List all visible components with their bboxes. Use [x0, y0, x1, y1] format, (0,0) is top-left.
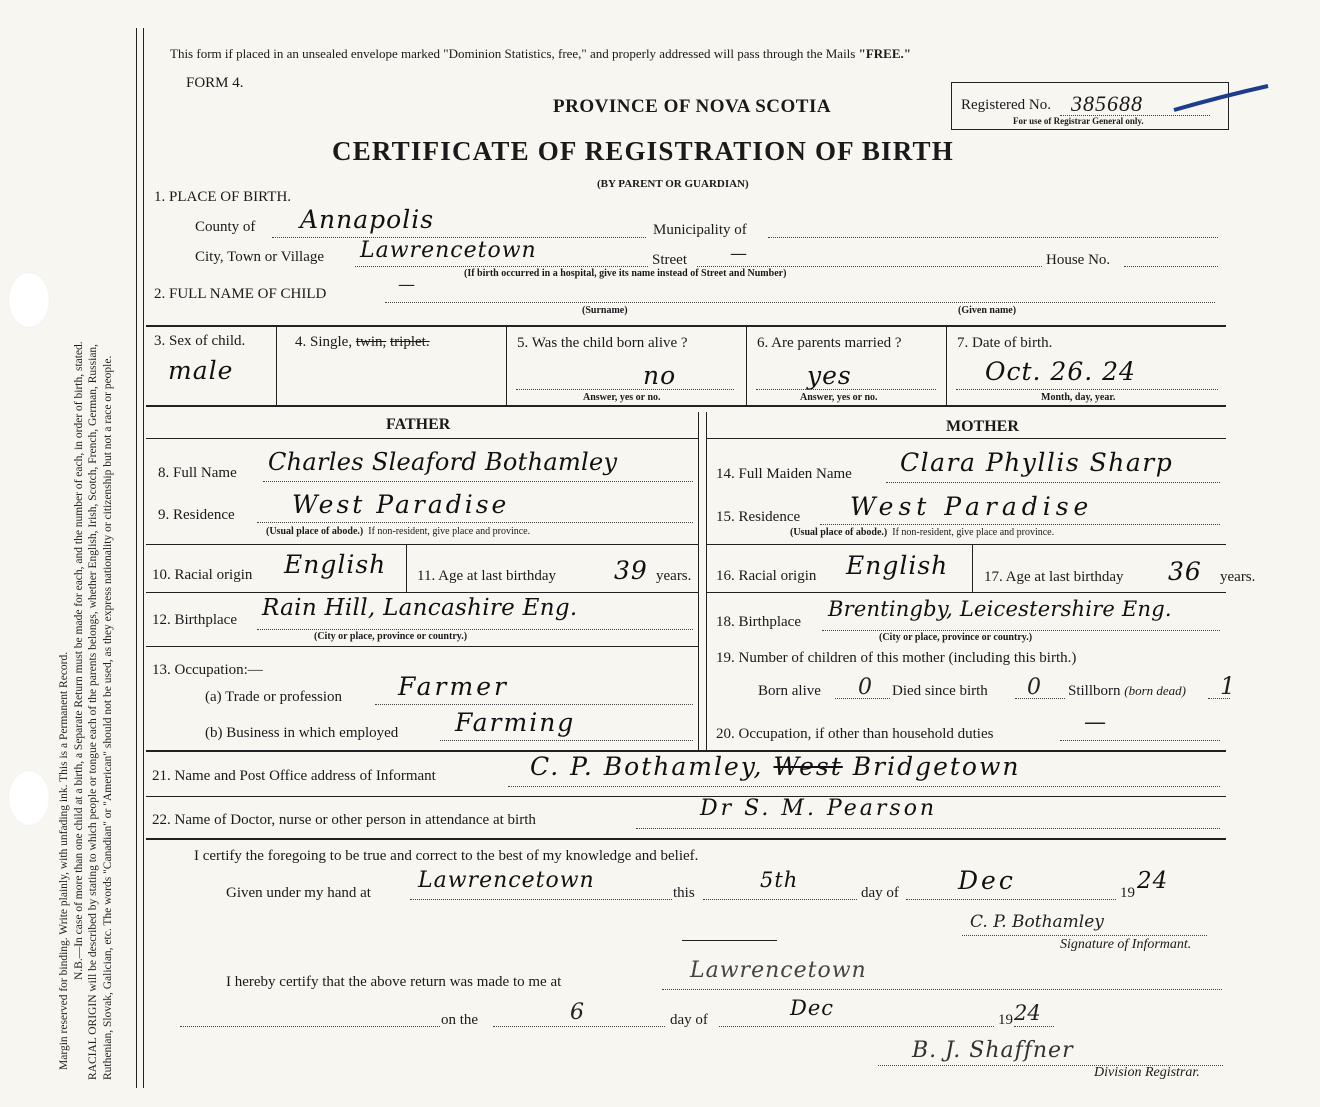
- informant-label: 21. Name and Post Office address of Informant: [152, 768, 436, 784]
- father-trade-label: (a) Trade or profession: [205, 689, 343, 705]
- alive-answer-note: Answer, yes or no.: [583, 392, 661, 403]
- county-value: Annapolis: [300, 205, 435, 234]
- born-alive-label: 5. Was the child born alive ?: [517, 335, 688, 351]
- stillborn-count-value: 1: [1220, 672, 1236, 700]
- informant-signature: C. P. Bothamley: [970, 912, 1104, 932]
- page-title: CERTIFICATE OF REGISTRATION OF BIRTH: [332, 136, 954, 166]
- pen-mark: [1172, 84, 1272, 114]
- informant-value: C. P. Bothamley, West Bridgetown: [530, 752, 1021, 781]
- father-business-value: Farming: [455, 708, 576, 737]
- on-the-label: on the: [441, 1012, 479, 1028]
- row-top-rule: [146, 325, 1226, 327]
- father-birthplace-value: Rain Hill, Lancashire Eng.: [262, 595, 578, 621]
- margin-rule-inner: [143, 28, 144, 1088]
- child-name-label: 2. FULL NAME OF CHILD: [154, 286, 327, 302]
- registrar-day-value: 6: [570, 1000, 584, 1025]
- margin-line-2: N.B.—In case of more than one child at a birth, a Separate Return must be made for each, and the number of each, in order of birth, stated.: [72, 341, 85, 980]
- city-label: City, Town or Village: [195, 249, 325, 265]
- sex-label: 3. Sex of child.: [154, 333, 246, 349]
- cert-year-prefix: 19: [1120, 885, 1135, 901]
- father-age-value: 39: [614, 556, 648, 585]
- born-alive-value: no: [643, 361, 677, 390]
- cert-day-of-label: day of: [861, 885, 899, 901]
- municipality-label: Municipality of: [653, 222, 747, 238]
- margin-rule-outer: [136, 28, 137, 1088]
- dob-note: Month, day, year.: [1041, 392, 1116, 403]
- father-trade-value: Farmer: [398, 672, 509, 701]
- form-number: FORM 4.: [186, 75, 244, 91]
- married-answer-note: Answer, yes or no.: [800, 392, 878, 403]
- margin-line-3: RACIAL ORIGIN will be described by stating to which people or tongue each of the parents belongs, whether English, Irish, Scotch, French, German, Russian,: [87, 343, 99, 1080]
- father-birthplace-note: (City or place, province or country.): [314, 631, 468, 642]
- died-count-label: Died since birth: [892, 683, 988, 699]
- mother-racial-label: 16. Racial origin: [716, 568, 817, 584]
- registrar-signature-label: Division Registrar.: [1094, 1065, 1200, 1080]
- given-under-label: Given under my hand at: [226, 885, 371, 901]
- mother-residence-value: West Paradise: [850, 492, 1094, 521]
- father-racial-value: English: [284, 550, 387, 579]
- cert-month-value: Dec: [958, 866, 1016, 895]
- cert-day-value: 5th: [760, 868, 799, 892]
- surname-note: (Surname): [582, 305, 628, 316]
- registered-label: Registered No.: [961, 97, 1051, 113]
- page-subtitle: (BY PARENT OR GUARDIAN): [597, 178, 749, 190]
- registered-number: 385688: [1071, 91, 1143, 116]
- margin-line-1: Margin reserved for binding. Write plainly, with unfading ink. This is a Permanent Record.: [58, 651, 70, 1070]
- child-name-value: —: [398, 275, 415, 295]
- mother-racial-value: English: [846, 551, 949, 580]
- given-name-note: (Given name): [958, 305, 1017, 316]
- married-value: yes: [807, 361, 852, 390]
- father-residence-value: West Paradise: [292, 490, 510, 519]
- died-count-value: 0: [1027, 675, 1041, 700]
- father-heading: FATHER: [386, 416, 451, 433]
- certification-statement: I certify the foregoing to be true and correct to the best of my knowledge and belief.: [194, 848, 699, 864]
- parents-divider-b: [706, 412, 707, 750]
- place-of-birth-heading: 1. PLACE OF BIRTH.: [154, 189, 292, 205]
- parents-divider-a: [698, 412, 699, 750]
- given-at-value: Lawrencetown: [418, 868, 595, 893]
- house-label: House No.: [1046, 252, 1111, 268]
- mother-children-label: 19. Number of children of this mother (including this birth.): [716, 650, 1077, 666]
- mother-abode-note: (Usual place of abode.) If non-resident, give place and province.: [790, 527, 1055, 538]
- registrar-year-prefix: 19: [998, 1012, 1013, 1028]
- divider-short: [682, 940, 777, 941]
- mother-birthplace-value: Brentingby, Leicestershire Eng.: [828, 597, 1172, 621]
- mother-heading: MOTHER: [946, 418, 1019, 435]
- married-label: 6. Are parents married ?: [757, 335, 902, 351]
- single-label: 4. Single, twin, triplet.: [295, 334, 430, 350]
- binding-hole-top: [8, 272, 50, 328]
- margin-line-4: Ruthenian, Slovak, Galician, etc. The words "Canadian" or "American" should not be used, as they express nationality or citizenship but not a race or people.: [101, 355, 114, 1080]
- born-alive-count-label: Born alive: [758, 683, 821, 699]
- mother-age-label: 17. Age at last birthday: [984, 569, 1124, 585]
- registrar-statement: I hereby certify that the above return was made to me at: [226, 974, 562, 990]
- parents-heading-rule-right: [706, 438, 1226, 439]
- mother-name-value: Clara Phyllis Sharp: [900, 448, 1174, 477]
- doctor-label: 22. Name of Doctor, nurse or other person in attendance at birth: [152, 812, 536, 828]
- informant-signature-label: Signature of Informant.: [1060, 937, 1192, 952]
- father-racial-label: 10. Racial origin: [152, 567, 253, 583]
- registrar-place-value: Lawrencetown: [690, 958, 867, 983]
- father-residence-label: 9. Residence: [158, 507, 235, 523]
- mother-years-label: years.: [1220, 569, 1256, 585]
- hospital-note: (If birth occurred in a hospital, give its name instead of Street and Number): [464, 268, 787, 279]
- dob-label: 7. Date of birth.: [957, 335, 1053, 351]
- father-occupation-label: 13. Occupation:—: [152, 662, 263, 678]
- postal-notice: This form if placed in an unsealed envelope marked "Dominion Statistics, free," and properly addressed will pass through the Mails "FREE.": [170, 46, 911, 61]
- dob-value: Oct. 26. 24: [985, 357, 1136, 386]
- binding-hole-bottom: [8, 770, 50, 826]
- registrar-note: For use of Registrar General only.: [1013, 116, 1144, 126]
- county-label: County of: [195, 219, 256, 235]
- row-bottom-rule: [146, 405, 1226, 407]
- father-business-label: (b) Business in which employed: [205, 725, 399, 741]
- stillborn-count-label: Stillborn (born dead): [1068, 683, 1187, 699]
- sex-value: male: [168, 356, 234, 385]
- father-years-label: years.: [656, 568, 692, 584]
- registrar-year-value: 24: [1014, 1001, 1041, 1025]
- margin-instructions: [57, 40, 115, 1080]
- mother-occupation-label: 20. Occupation, if other than household duties: [716, 726, 994, 742]
- father-name-value: Charles Sleaford Bothamley: [268, 448, 618, 476]
- mother-residence-label: 15. Residence: [716, 509, 801, 525]
- cert-year-value: 24: [1137, 868, 1169, 894]
- mother-birthplace-note: (City or place, province or country.): [879, 632, 1033, 643]
- father-name-label: 8. Full Name: [158, 465, 237, 481]
- registrar-signature: B. J. Shaffner: [912, 1038, 1074, 1063]
- mother-age-value: 36: [1168, 557, 1202, 586]
- father-birthplace-label: 12. Birthplace: [152, 612, 237, 628]
- this-label: this: [673, 885, 695, 901]
- city-value: Lawrencetown: [360, 238, 537, 263]
- doctor-value: Dr S. M. Pearson: [700, 796, 938, 821]
- street-value: —: [730, 244, 747, 264]
- mother-name-label: 14. Full Maiden Name: [716, 466, 852, 482]
- father-age-label: 11. Age at last birthday: [417, 568, 556, 584]
- mother-occupation-value: —: [1084, 710, 1106, 735]
- registrar-day-of-label: day of: [670, 1012, 708, 1028]
- province-title: PROVINCE OF NOVA SCOTIA: [553, 96, 832, 117]
- parents-heading-rule-left: [146, 438, 698, 439]
- registrar-month-value: Dec: [790, 996, 835, 1020]
- mother-birthplace-label: 18. Birthplace: [716, 614, 801, 630]
- born-alive-count-value: 0: [858, 675, 872, 700]
- street-label: Street: [652, 252, 687, 268]
- father-abode-note: (Usual place of abode.) If non-resident, give place and province.: [266, 526, 531, 537]
